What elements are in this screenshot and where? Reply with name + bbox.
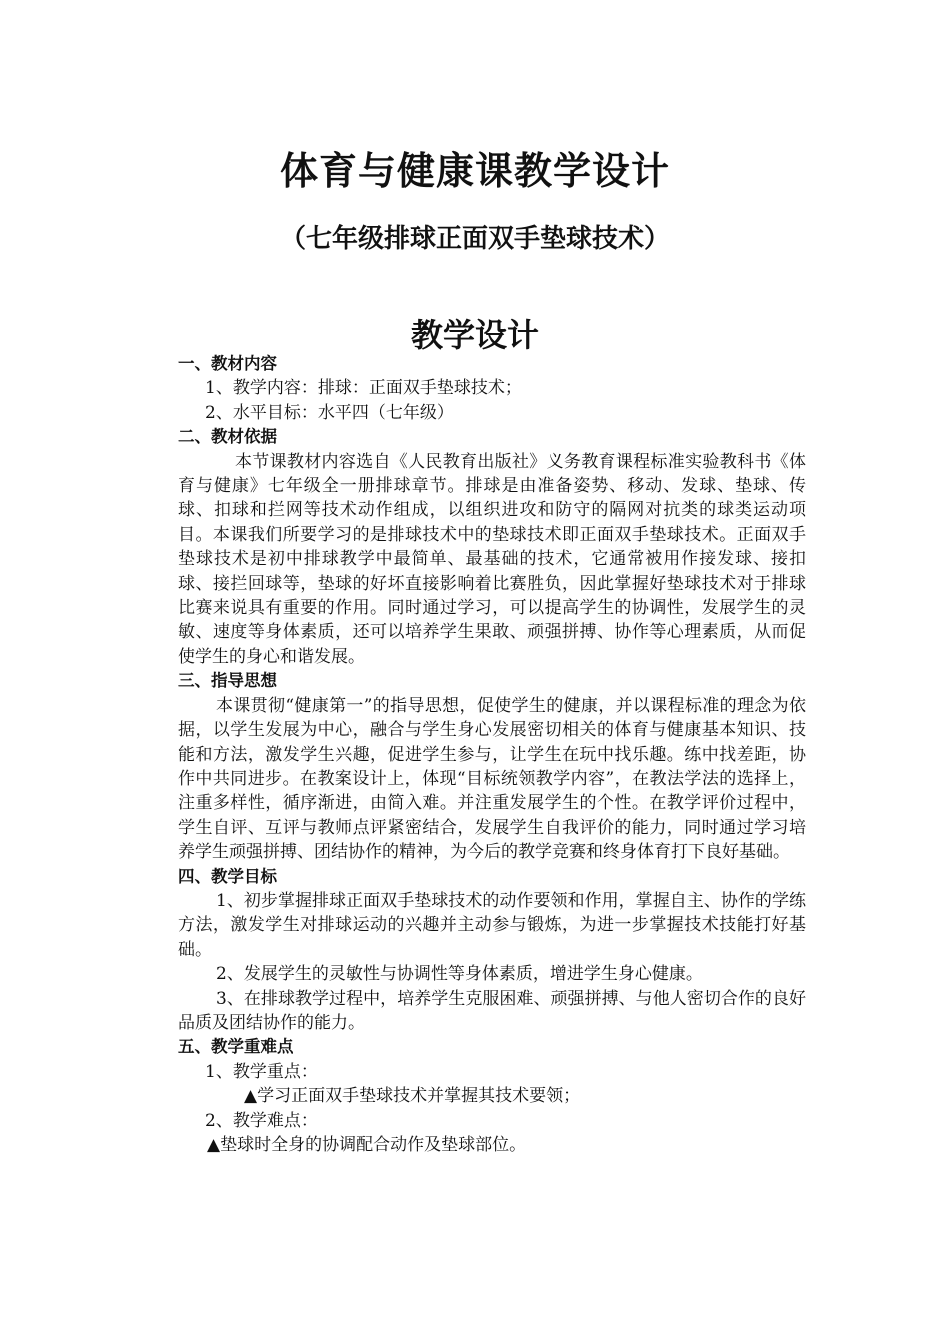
teaching-goal-1: 1、初步掌握排球正面双手垫球技术的动作要领和作用，掌握自主、协作的学练方法，激发学生对排球运动的兴趣并主动参与锻炼，为进一步掌握技术技能打好基础。 [178,890,806,960]
difficulty-item: ▲垫球时全身的协调配合动作及垫球部位。 [207,1135,527,1155]
heading-material-basis: 二、教材依据 [178,427,277,447]
document-title: 体育与健康课教学设计 [279,149,670,193]
key-point-label: 1、教学重点： [205,1061,318,1082]
teaching-goal-3: 3、在排球教学过程中，培养学生克服困难、顽强拼搏、与他人密切合作的良好品质及团结协作的能力。 [178,988,806,1033]
heading-teaching-material: 一、教材内容 [178,354,277,373]
section-title: 教学设计 [410,316,539,354]
heading-guiding-thought: 三、指导思想 [178,671,277,691]
teaching-goal-2: 2、发展学生的灵敏性与协调性等身体素质，增进学生身心健康。 [216,964,703,985]
guiding-thought-paragraph: 本课贯彻“健康第一”的指导思想，促使学生的健康，并以课程标准的理念为依据，以学生发展为中心，融合与学生身心发展密切相关的体育与健康基本知识、技能和方法，激发学生兴趣，促进学生参与，让学生在玩中找乐趣。练中找差距，协作中共同进步。在教案设计上，体现“目标统领教学内容”，在教法学法的选择上，注重多样性，循序渐进，由简入难。并注重发展学生的个性。在教学评价过程中，学生自评、互评与教师点评紧密结合，发展学生自我评价的能力，同时通过学习培养学生顽强拼搏、团结协作的精神，为今后的教学竞赛和终身体育打下良好基础。 [178,695,806,863]
material-basis-paragraph: 本节课教材内容选自《人民教育出版社》义务教育课程标准实验教科书《体育与健康》七年级全一册排球章节。排球是由准备姿势、移动、发球、垫球、传球、扣球和拦网等技术动作组成，以组织进攻和防守的隔网对抗类的球类运动项目。本课我们所要学习的是排球技术中的垫球技术即正面双手垫球技术。正面双手垫球技术是初中排球教学中最简单、最基础的技术，它通常被用作接发球、接扣球、接拦回球等，垫球的好坏直接影响着比赛胜负，因此掌握好垫球技术对于排球比赛来说具有重要的作用。同时通过学习，可以提高学生的协调性，发展学生的灵敏、速度等身体素质，还可以培养学生果敢、顽强拼搏、协作等心理素质，从而促使学生的身心和谐发展。 [178,451,806,667]
document-body [178,352,806,1157]
material-level-item: 2、水平目标：水平四（七年级） [205,402,454,423]
key-point-item: ▲学习正面双手垫球技术并掌握其技术要领； [244,1086,581,1107]
heading-teaching-goals: 四、教学目标 [178,866,277,886]
document-subtitle: （七年级排球正面双手垫球技术） [279,224,670,254]
heading-key-points: 五、教学重难点 [178,1037,294,1057]
difficulty-label: 2、教学难点： [205,1110,318,1131]
material-content-item: 1、教学内容：排球：正面双手垫球技术； [205,378,522,399]
